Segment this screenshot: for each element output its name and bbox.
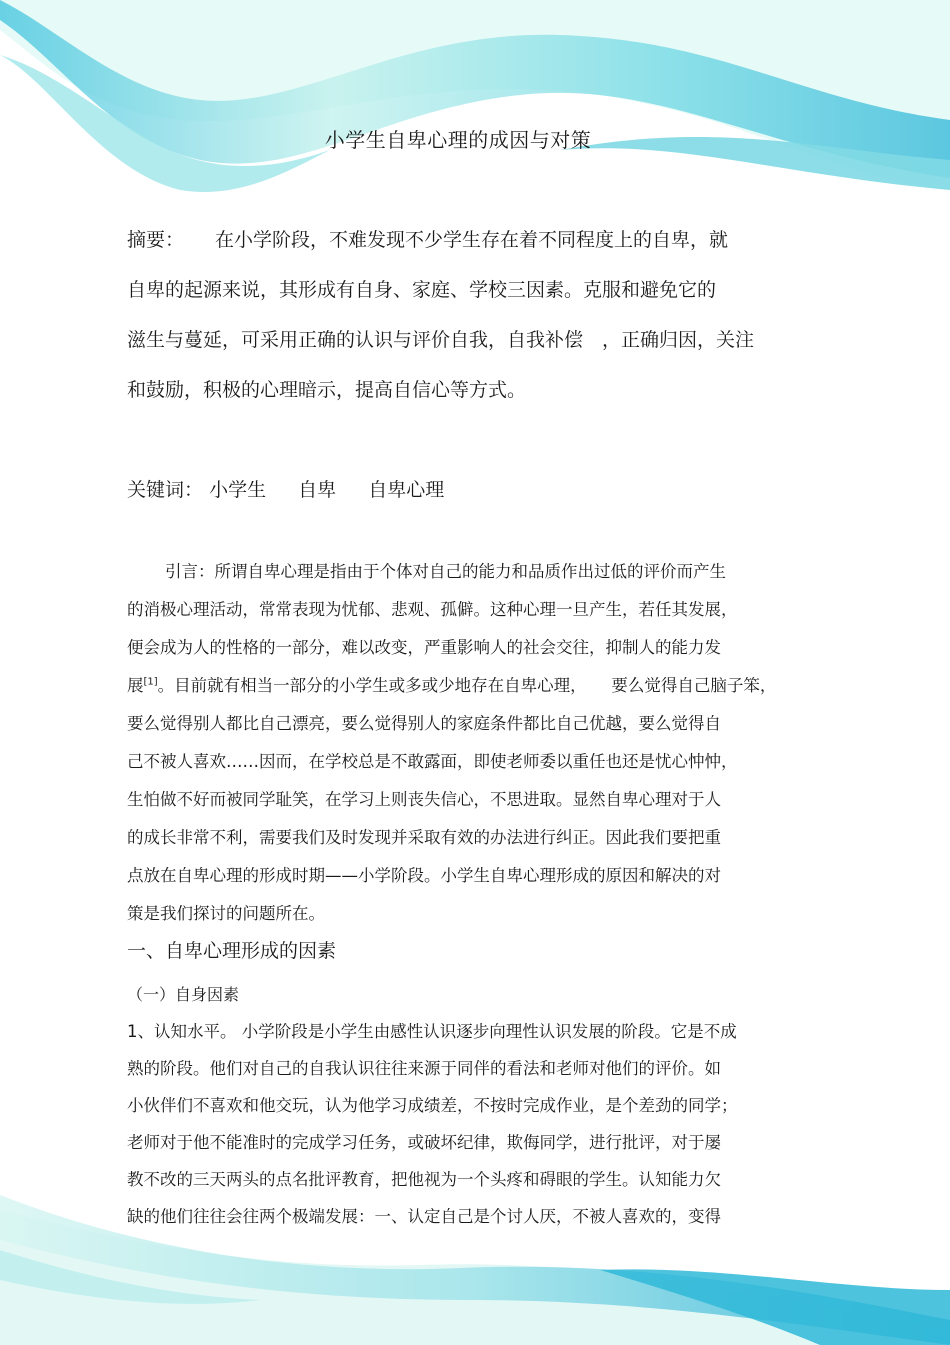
abstract-line: 滋生与蔓延，可采用正确的认识与评价自我，自我补偿 ，正确归因，关注 [127, 329, 755, 351]
keyword-item: 小学生 [209, 479, 267, 501]
document-title: 小学生自卑心理的成因与对策 [324, 128, 592, 152]
abstract-line [127, 222, 827, 272]
keyword-item: 自卑心理 [368, 479, 445, 501]
abstract-label: 摘要： [127, 229, 185, 251]
paragraph-line: 教不改的三天两头的点名批评教育，把他视为一个头疼和碍眼的学生。认知能力欠 [127, 1170, 721, 1189]
abstract-text: 在小学阶段，不难发现不少学生存在着不同程度上的自卑，就 [215, 229, 729, 251]
paragraph-line: 己不被人喜欢……因而，在学校总是不敢露面，即使老师委以重任也还是忧心忡忡， [127, 752, 738, 771]
paragraph-line: 策是我们探讨的问题所在。 [127, 904, 325, 923]
paragraph-text: 。目前就有相当一部分的小学生或多或少地存在自卑心理， 要么觉得自己脑子笨， [157, 676, 777, 695]
abstract-line: 和鼓励，积极的心理暗示，提高自信心等方式。 [127, 379, 527, 401]
subsection-heading: （一）自身因素 [127, 985, 240, 1004]
citation-reference: [1] [143, 676, 158, 688]
paragraph-line: 引言：所谓自卑心理是指由于个体对自己的能力和品质作出过低的评价而产生 [165, 562, 726, 581]
section-paragraph [127, 1016, 827, 1238]
abstract-line: 自卑的起源来说，其形成有自身、家庭、学校三因素。克服和避免它的 [127, 279, 717, 301]
paragraph-line: 便会成为人的性格的一部分，难以改变，严重影响人的社会交往，抑制人的能力发 [127, 638, 721, 657]
introduction-paragraph [127, 556, 827, 936]
paragraph-line: 的消极心理活动，常常表现为忧郁、悲观、孤僻。这种心理一旦产生，若任其发展， [127, 600, 738, 619]
paragraph-line: 缺的他们往往会往两个极端发展：一、认定自己是个讨人厌，不被人喜欢的，变得 [127, 1207, 721, 1226]
section-heading: 一、自卑心理形成的因素 [127, 940, 337, 962]
keywords-label: 关键词： [127, 479, 204, 501]
paragraph-line: 要么觉得别人都比自己漂亮，要么觉得别人的家庭条件都比自己优越，要么觉得自 [127, 714, 721, 733]
paragraph-line: 老师对于他不能准时的完成学习任务，或破坏纪律，欺侮同学，进行批评，对于屡 [127, 1133, 721, 1152]
keyword-item: 自卑 [298, 479, 337, 501]
paragraph-line [127, 670, 827, 708]
paragraph-text: 展 [127, 676, 144, 695]
paragraph-line: 的成长非常不利，需要我们及时发现并采取有效的办法进行纠正。因此我们要把重 [127, 828, 721, 847]
abstract-section [127, 222, 827, 422]
paragraph-line: 点放在自卑心理的形成时期——小学阶段。小学生自卑心理形成的原因和解决的对 [127, 866, 721, 885]
keywords-section [127, 472, 470, 508]
paragraph-line: 小伙伴们不喜欢和他交玩，认为他学习成绩差，不按时完成作业，是个差劲的同学； [127, 1096, 738, 1115]
paragraph-line: 熟的阶段。他们对自己的自我认识往往来源于同伴的看法和老师对他们的评价。如 [127, 1059, 721, 1078]
paragraph-line: 1、认知水平。 小学阶段是小学生由感性认识逐步向理性认识发展的阶段。它是不成 [127, 1022, 737, 1041]
paragraph-line: 生怕做不好而被同学耻笑，在学习上则丧失信心，不思进取。显然自卑心理对于人 [127, 790, 721, 809]
